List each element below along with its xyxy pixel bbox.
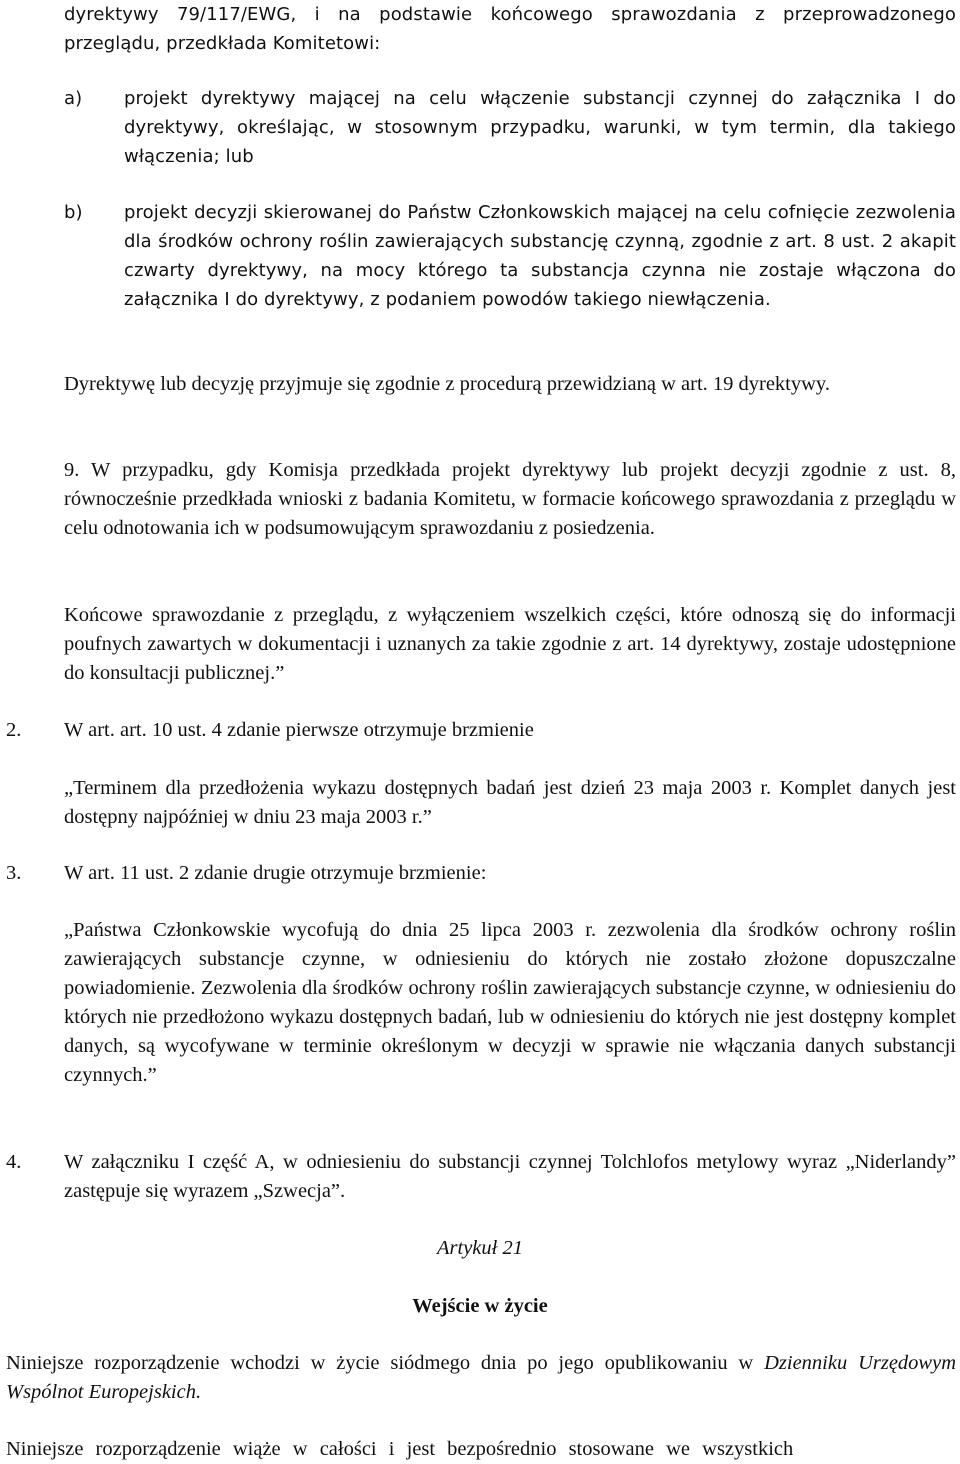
paragraph-9: 9. W przypadku, gdy Komisja przedkłada projekt dyrektywy lub projekt decyzji zgodnie z ust. 8, równocześnie przedkłada wnioski z badania Komitetu, w formacie końcowego sprawozdania z przeglądu w celu odnotowania ich w podsumowującym sprawozdaniu z posiedzenia. [64,459,956,539]
decision-paragraph: Dyrektywę lub decyzję przyjmuje się zgodnie z procedurą przewidzianą w art. 19 dyrektywy. [64,373,830,395]
point-3-quote: „Państwa Członkowskie wycofują do dnia 25 lipca 2003 r. zezwolenia dla środków ochrony roślin zawierających substancje czynne, w odniesieniu do których nie zostało złożone dopuszczalne powiadomienie. Zezwolenia dla środków ochrony roślin zawierających substancje czynne, w odniesieniu do których nie przedłożono wykazu dostępnych badań, lub w odniesieniu do których nie jest dostępny komplet danych, są wycofywane w terminie określonym w decyzji w sprawie nie włączania danych substancji czynnych.” [64,919,956,1086]
point-4-text: W załączniku I część A, w odniesieniu do substancji czynnej Tolchlofos metylowy wyraz „Niderlandy” zastępuje się wyrazem „Szwecja”. [64,1151,956,1202]
item-a-label: a) [64,88,83,109]
article-heading: Wejście w życie [412,1295,548,1317]
point-3-number: 3. [6,862,22,884]
entry-into-force-text: Niniejsze rozporządzenie wchodzi w życie siódmego dnia po jego opublikowaniu w [6,1352,754,1374]
article-title: Artykuł 21 [437,1237,523,1259]
point-2-number: 2. [6,719,22,741]
item-a-text: projekt dyrektywy mającej na celu włączenie substancji czynnej do załącznika I do dyrektywy, określając, w stosownym przypadku, warunki, w tym termin, dla takiego włączenia; lub [124,88,956,167]
point-3-text: W art. 11 ust. 2 zdanie drugie otrzymuje brzmienie: [64,862,487,884]
entry-into-force-paragraph [6,1349,956,1407]
point-4-number: 4. [6,1151,22,1173]
item-b-text: projekt decyzji skierowanej do Państw Członkowskich mającej na celu cofnięcie zezwolenia dla środków ochrony roślin zawierających substancję czynną, zgodnie z art. 8 ust. 2 akapit czwarty dyrektywy, na mocy którego ta substancja czynna nie zostaje włączona do załącznika I do dyrektywy, z podaniem powodów takiego niewłączenia. [124,202,956,310]
journal-name: Dzienniku Urzędowym Wspólnot Europejskich. [6,1352,957,1403]
intro-paragraph: dyrektywy 79/117/EWG, i na podstawie końcowego sprawozdania z przeprowadzonego przeglądu, przedkłada Komitetowi: [64,4,956,54]
point-2-text: W art. art. 10 ust. 4 zdanie pierwsze otrzymuje brzmienie [64,719,534,741]
binding-clause: Niniejsze rozporządzenie wiąże w całości i jest bezpośrednio stosowane we wszystkich [6,1438,794,1460]
point-2-quote: „Terminem dla przedłożenia wykazu dostępnych badań jest dzień 23 maja 2003 r. Komplet danych jest dostępny najpóźniej w dniu 23 maja 2003 r.” [64,777,956,828]
final-report-paragraph: Końcowe sprawozdanie z przeglądu, z wyłączeniem wszelkich części, które odnoszą się do informacji poufnych zawartych w dokumentacji i uznanych za takie zgodnie z art. 14 dyrektywy, zostaje udostępnione do konsultacji publicznej.” [64,604,956,684]
item-b-label: b) [64,202,83,223]
